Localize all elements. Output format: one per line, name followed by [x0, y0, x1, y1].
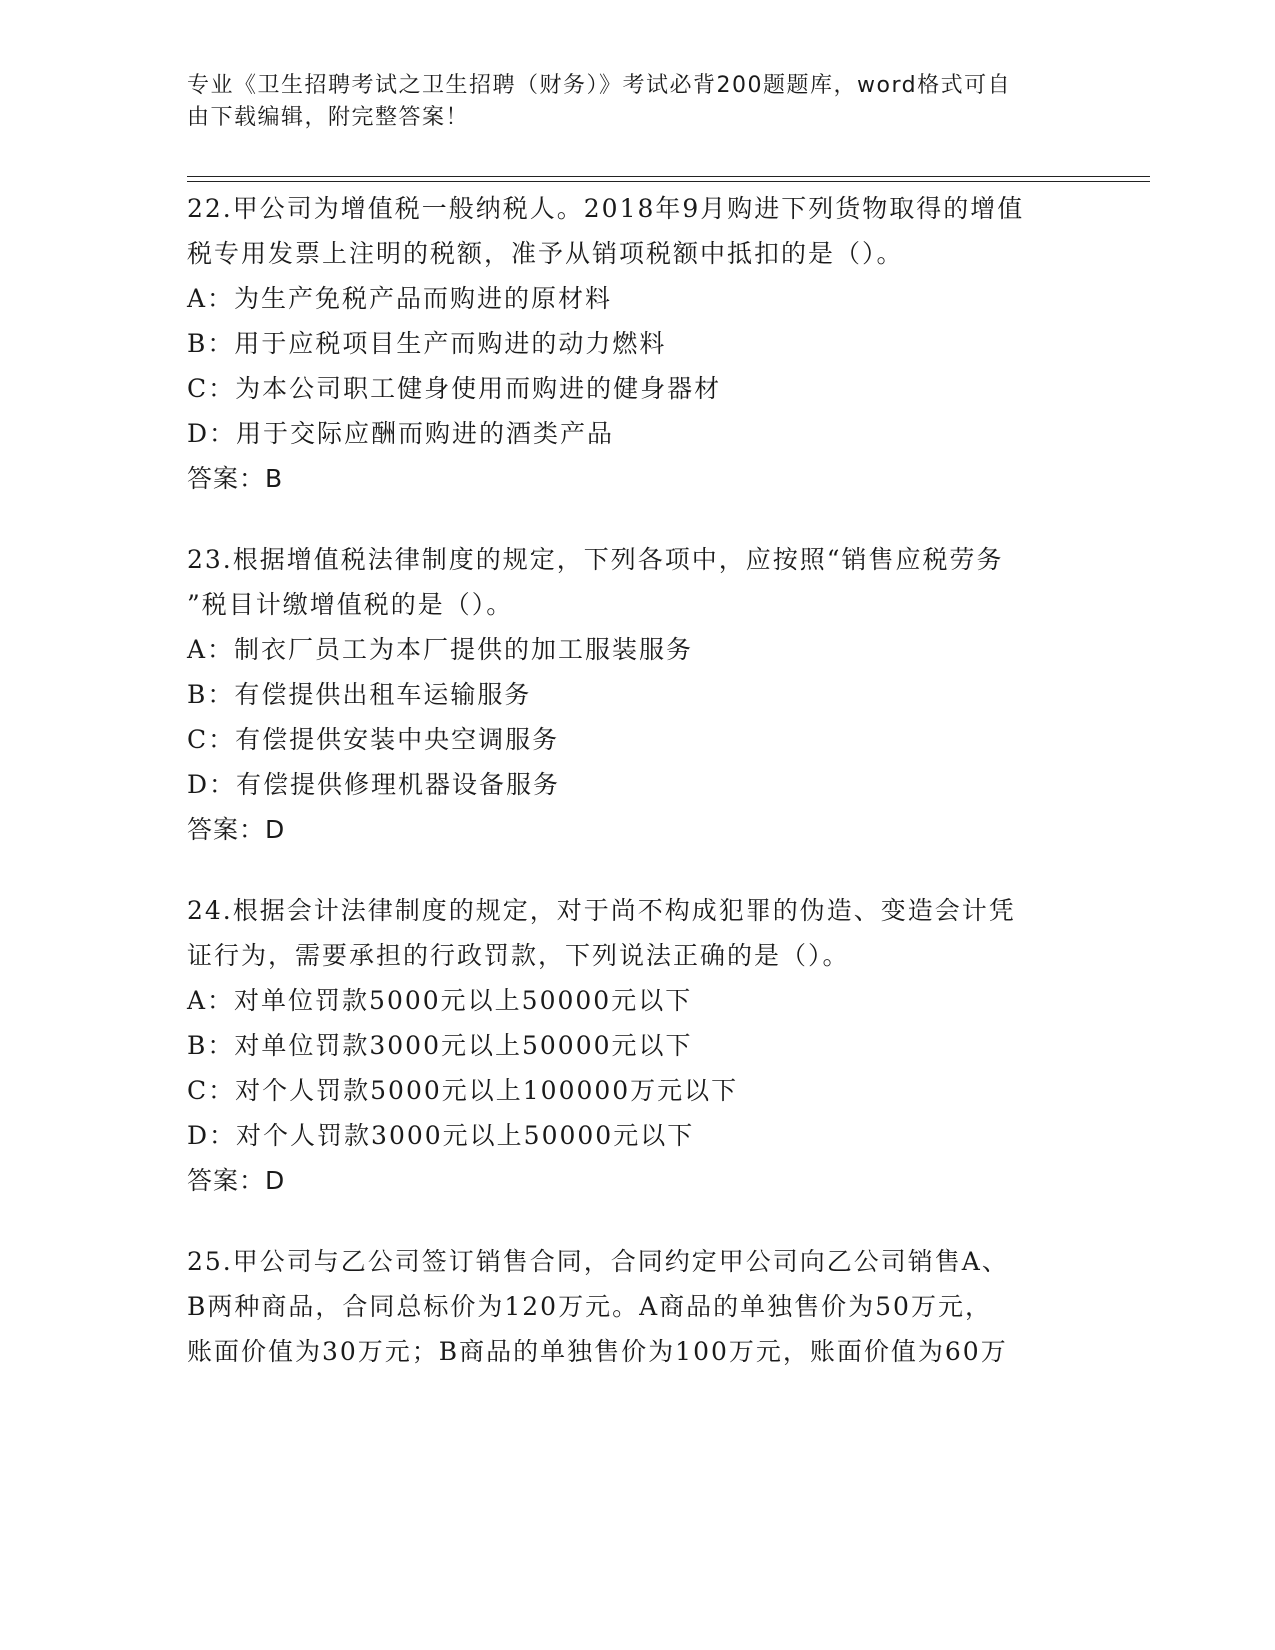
header-divider: [187, 176, 1150, 177]
stem-line: 证行为，需要承担的行政罚款，下列说法正确的是（）。: [187, 941, 850, 970]
header-line: 由下载编辑，附完整答案！: [187, 105, 470, 130]
stem-line: 账面价值为30万元；B商品的单独售价为100万元，账面价值为60万: [187, 1337, 1008, 1366]
question-stem: [187, 186, 1087, 276]
stem-line: 税专用发票上注明的税额，准予从销项税额中抵扣的是（）。: [187, 239, 904, 268]
question-stem: [187, 1239, 1087, 1374]
option-b: B：对单位罚款3000元以上50000元以下: [187, 1031, 693, 1060]
answer-line: 答案：D: [187, 815, 286, 844]
stem-line: ”税目计缴增值税的是（）。: [187, 590, 514, 619]
option-d: D：有偿提供修理机器设备服务: [187, 770, 561, 799]
option-d: D：对个人罚款3000元以上50000元以下: [187, 1121, 695, 1150]
option-b: B：有偿提供出租车运输服务: [187, 680, 532, 709]
stem-line: 22.甲公司为增值税一般纳税人。2018年9月购进下列货物取得的增值: [187, 194, 1025, 223]
option-c: C：有偿提供安装中央空调服务: [187, 725, 560, 754]
question-stem: [187, 537, 1087, 627]
option-b: B：用于应税项目生产而购进的动力燃料: [187, 329, 667, 358]
stem-line: 25.甲公司与乙公司签订销售合同，合同约定甲公司向乙公司销售A、: [187, 1247, 1009, 1276]
header-divider: [187, 181, 1150, 182]
question-25: [187, 1239, 1087, 1374]
stem-line: 24.根据会计法律制度的规定，对于尚不构成犯罪的伪造、变造会计凭: [187, 896, 1016, 925]
option-a: A：为生产免税产品而购进的原材料: [187, 284, 613, 313]
question-23: [187, 537, 1087, 852]
question-list: [187, 186, 1087, 1410]
answer-line: 答案：B: [187, 464, 284, 493]
document-header: [187, 70, 1087, 134]
question-24: [187, 888, 1087, 1203]
question-stem: [187, 888, 1087, 978]
header-line: 专业《卫生招聘考试之卫生招聘（财务）》考试必背200题题库，word格式可自: [187, 73, 1012, 98]
option-d: D：用于交际应酬而购进的酒类产品: [187, 419, 615, 448]
option-a: A：对单位罚款5000元以上50000元以下: [187, 986, 693, 1015]
answer-line: 答案：D: [187, 1166, 286, 1195]
option-c: C：对个人罚款5000元以上100000万元以下: [187, 1076, 739, 1105]
stem-line: B两种商品，合同总标价为120万元。A商品的单独售价为50万元，: [187, 1292, 992, 1321]
question-22: [187, 186, 1087, 501]
option-c: C：为本公司职工健身使用而购进的健身器材: [187, 374, 722, 403]
option-a: A：制衣厂员工为本厂提供的加工服装服务: [187, 635, 694, 664]
stem-line: 23.根据增值税法律制度的规定，下列各项中，应按照“销售应税劳务: [187, 545, 1004, 574]
